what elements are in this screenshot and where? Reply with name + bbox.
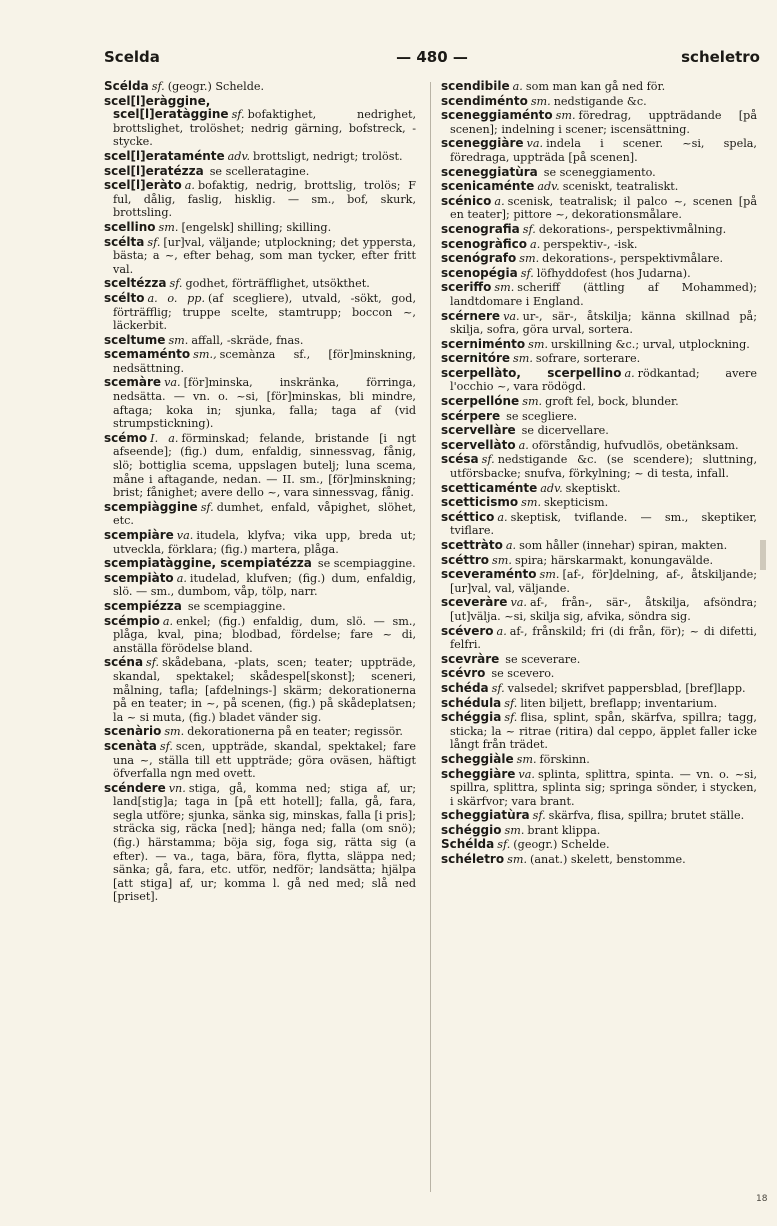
headword: scempiézza	[104, 598, 182, 613]
definition: förskinn.	[539, 752, 590, 766]
headword: scerpellóne	[441, 394, 520, 409]
grammar-tag: sf.	[147, 235, 161, 249]
headword: scernitóre	[441, 351, 511, 366]
grammar-tag: va.	[164, 376, 181, 390]
dictionary-entry	[104, 501, 416, 528]
headword: sceneggiatùra	[441, 164, 538, 179]
grammar-tag: a.	[184, 179, 195, 193]
definition: itudela, klyfva; vika upp, breda ut; utveckla, förklara; (fig.) martera, plåga.	[113, 529, 416, 556]
headword: scervellàto	[441, 437, 516, 452]
dictionary-entry	[104, 236, 416, 277]
headword: sceneggiaménto	[441, 108, 553, 123]
dictionary-entry	[441, 554, 757, 568]
dictionary-entry	[104, 740, 416, 781]
dictionary-entry	[441, 109, 757, 136]
dictionary-entry	[441, 753, 757, 767]
dictionary-entry	[441, 453, 757, 480]
headword: scheggiàle	[441, 751, 514, 766]
dictionary-entry	[441, 824, 757, 838]
headword: scélta	[104, 234, 145, 249]
right-column	[441, 80, 757, 1200]
definition: föredrag, uppträdande [på scenen]; indelning i scener; iscensättning.	[450, 109, 757, 136]
headword: scettràto	[441, 538, 503, 552]
header-right-guideword: scheletro	[681, 48, 760, 66]
dictionary-entry	[104, 376, 416, 430]
dictionary-entry	[104, 165, 416, 179]
definition: se scempiaggine.	[317, 557, 416, 571]
definition: enkel; (fig.) enfaldig, dum, slö. — sm., plåga, kval, pina; blodbad, fördelse; fare ~ di, anställa förödelse bland.	[113, 614, 416, 655]
grammar-tag: a.	[624, 366, 635, 380]
grammar-tag: sm.	[522, 395, 543, 409]
dictionary-entry	[441, 682, 757, 696]
definition: nedstigande &c. (se scendere); sluttning, utförsbacke; snufva, förkylning; ~ di testa, infall.	[450, 453, 757, 481]
grammar-tag: adv.	[540, 481, 563, 495]
definition: flisa, splint, spån, skärfva, spillra; tagg, sticka; la ~ ritrae (ritira) dal ceppo, äpplet faller icke långt från trädet.	[450, 711, 757, 752]
definition: dekorations-, perspektivmålare.	[542, 252, 724, 266]
headword: scenogràfico	[441, 236, 528, 251]
grammar-tag: va.	[526, 137, 544, 151]
dictionary-entry	[104, 600, 416, 614]
headword: scéndere	[104, 780, 166, 795]
dictionary-entry	[104, 572, 416, 599]
headword: sceriffo	[441, 280, 492, 295]
grammar-tag: sm.	[513, 352, 533, 366]
headword: scévero	[441, 623, 494, 638]
definition: se dicervellare.	[521, 424, 609, 438]
dictionary-entry	[441, 424, 757, 438]
footer-mark: 18	[756, 1194, 768, 1204]
grammar-tag: sm.	[507, 853, 527, 867]
definition: oförståndig, hufvudlös, obetänksam.	[531, 438, 739, 452]
dictionary-entry	[104, 348, 416, 375]
grammar-tag: sf.	[532, 809, 546, 823]
grammar-tag: sf.	[146, 656, 160, 670]
headword: scetticaménte	[441, 480, 538, 495]
definition: stiga, gå, komma ned; stiga af, ur; land[stig]a; taga in [på ett hotell]; falla, gå, fara, segla utföre; sjunka, sänka sig, minskas, falla [i pris]; sträcka sig, räcka [ned]; hänga ned; falla (om snö); (fig.) härstamma; böja sig, foga sig, rätta sig (a efter). — va., taga, bära, föra, flytta, släppa ned; sänka; gå, fara, etc. utför, nedför; landsätta; hjälpa [att stiga] af, ur; komma l. gå ned med; slå ned [priset].	[113, 781, 416, 904]
definition: skepticism.	[544, 496, 609, 510]
definition: som håller (innehar) spiran, makten.	[519, 539, 728, 552]
dictionary-entry	[104, 292, 416, 333]
headword: scenicaménte	[441, 179, 535, 194]
headword: scempiàto	[104, 570, 174, 585]
dictionary-entry	[441, 511, 757, 538]
grammar-tag: sf.	[522, 222, 536, 236]
dictionary-entry	[441, 711, 757, 752]
grammar-tag: sf.	[491, 681, 505, 695]
definition: perspektiv-, -isk.	[543, 237, 638, 251]
grammar-tag: sm.	[516, 752, 537, 766]
dictionary-entry	[441, 653, 757, 667]
grammar-tag: sf.	[481, 453, 495, 467]
grammar-tag: a.	[512, 80, 523, 93]
dictionary-entry	[104, 615, 416, 656]
dictionary-entry	[441, 238, 757, 252]
dictionary-entry	[104, 80, 416, 94]
headword: scendiménto	[441, 93, 528, 108]
dictionary-entry	[441, 496, 757, 510]
definition: valsedel; skrifvet pappersblad, [bref]lapp.	[507, 681, 746, 695]
grammar-tag: sf.	[231, 108, 245, 122]
grammar-tag: sm.	[164, 725, 185, 739]
grammar-tag: va.	[518, 767, 535, 781]
dictionary-entry	[441, 395, 757, 409]
dictionary-entry	[441, 768, 757, 809]
dictionary-entry	[441, 352, 757, 366]
definition: scheriff (ättling af Mohammed); landtdomare i England.	[450, 281, 757, 308]
dictionary-entry	[104, 529, 416, 556]
definition: sofrare, sorterare.	[535, 352, 641, 366]
headword: scéttico	[441, 509, 495, 524]
headword: schéletro	[441, 852, 505, 867]
headword: scérnere	[441, 308, 501, 323]
grammar-tag: sf.	[497, 838, 511, 852]
headword: scenopégia	[441, 265, 518, 280]
dictionary-entry	[441, 568, 757, 595]
definition: (af scegliere), utvald, -sökt, god, förträfflig; truppe scelte, stamtrupp; boccon ~, läckerbit.	[113, 291, 416, 333]
grammar-tag: I. a.	[150, 431, 179, 445]
dictionary-entry	[441, 697, 757, 711]
dictionary-entry	[441, 439, 757, 453]
headword: scerpellàto, scerpellino	[441, 365, 622, 380]
dictionary-entry	[104, 557, 416, 571]
page-edge-mark	[760, 540, 766, 570]
grammar-tag: sf.	[504, 711, 518, 725]
dictionary-entry	[441, 853, 757, 867]
dictionary-entry	[104, 277, 416, 291]
dictionary-entry	[441, 195, 757, 222]
headword: scemàre	[104, 375, 162, 390]
definition: nedstigande &c.	[553, 94, 647, 108]
headword: scetticismo	[441, 495, 519, 510]
headword: scerniménto	[441, 336, 526, 351]
headword: scel[l]eratézza	[104, 163, 204, 178]
definition: skådebana, -plats, scen; teater; uppträde, skandal, spektakel; skådespel[skonst]; sceneri, målning, tafla; [afdelnings-] skärm; dekorationerna på en teater; in ~, på scenen, (fig.) på skådeplatsen; la ~ si muta, (fig.) bladet vänder sig.	[113, 656, 416, 724]
definition: scemànza sf., [för]minskning, nedsättning.	[113, 348, 416, 375]
grammar-tag: adv.	[537, 180, 560, 194]
grammar-tag: sf.	[159, 739, 173, 753]
headword: scérpere	[441, 408, 501, 423]
headword: scel[l]eràto	[104, 178, 182, 193]
grammar-tag: sm.	[555, 109, 576, 123]
definition: som man kan gå ned för.	[525, 80, 666, 93]
headword: sceltume	[104, 332, 166, 347]
definition: [för]minska, inskränka, förringa, nedsätta. — vn. o. ~si, [för]minskas, bli mindre, aftaga; koka in; sjunka, falla; taga af (vid strumpstickning).	[113, 376, 416, 431]
headword: scendibile	[441, 80, 510, 93]
headword: scel[l]eràggine, scel[l]eratàggine	[104, 93, 229, 122]
definition: se scempiaggine.	[187, 599, 286, 613]
column-divider	[430, 82, 431, 1192]
definition: af-, från-, sär-, åtskilja, afsöndra; [ut]välja. ~si, skilja sig, afvika, söndra sig.	[450, 596, 757, 623]
header-page-number: — 480 —	[396, 48, 468, 66]
definition: se sceverare.	[505, 652, 581, 666]
grammar-tag: a.	[518, 438, 529, 452]
definition: rödkantad; avere l'occhio ~, vara rödögd.	[450, 366, 757, 394]
grammar-tag: a.	[497, 510, 508, 524]
dictionary-entry	[104, 782, 416, 904]
headword: Scélda	[104, 80, 149, 93]
dictionary-entry	[441, 180, 757, 194]
definition: indela i scener. ~si, spela, föredraga, uppträda [på scenen].	[450, 137, 757, 164]
definition: bofaktig, nedrig, brottslig, trolös; F ful, dålig, faslig, hisklig. — sm., bof, skurk, brottsling.	[113, 179, 416, 220]
definition: (geogr.) Schelde.	[513, 838, 610, 852]
definition: brottsligt, nedrigt; trolöst.	[253, 149, 403, 163]
grammar-tag: sf.	[200, 500, 214, 514]
dictionary-entry	[104, 656, 416, 724]
dictionary-entry	[441, 310, 757, 337]
headword: sceveràre	[441, 595, 508, 610]
dictionary-entry	[441, 267, 757, 281]
left-column	[104, 80, 416, 1200]
grammar-tag: sm.	[521, 496, 542, 510]
dictionary-entry	[104, 725, 416, 739]
headword: scempiàre	[104, 528, 174, 542]
grammar-tag: sf.	[169, 277, 183, 291]
grammar-tag: a.	[176, 571, 187, 585]
headword: scevràre	[441, 651, 500, 666]
definition: se scegliere.	[506, 409, 578, 423]
headword: scéttro	[441, 552, 490, 567]
definition: affall, -skräde, fnas.	[191, 333, 304, 347]
dictionary-entry	[104, 432, 416, 500]
definition: dumhet, enfald, våpighet, slöhet, etc.	[113, 500, 416, 528]
headword: scéna	[104, 655, 144, 670]
dictionary-entry	[441, 596, 757, 623]
headword: scélto	[104, 290, 145, 305]
grammar-tag: a.	[162, 614, 174, 628]
dictionary-entry	[441, 80, 757, 94]
grammar-tag: sm.	[168, 333, 189, 347]
grammar-tag: a.	[530, 237, 541, 251]
dictionary-entry	[441, 625, 757, 652]
dictionary-entry	[441, 166, 757, 180]
headword: scempiatàggine, scempiatézza	[104, 556, 312, 571]
grammar-tag: sf.	[151, 80, 165, 93]
dictionary-entry	[441, 95, 757, 109]
headword: scenografia	[441, 221, 520, 236]
headword: scheggiàre	[441, 766, 516, 781]
dictionary-entry	[104, 150, 416, 164]
headword: scenàrio	[104, 724, 162, 739]
definition: (anat.) skelett, benstomme.	[530, 853, 686, 867]
dictionary-entry	[441, 809, 757, 823]
headword: scenàta	[104, 738, 157, 753]
grammar-tag: sm.	[519, 252, 540, 266]
grammar-tag: adv.	[227, 149, 251, 163]
grammar-tag: sf.	[504, 696, 518, 710]
definition: sceniskt, teatraliskt.	[562, 180, 679, 194]
definition: skeptisk, tviflande. — sm., skeptiker, tviflare.	[450, 510, 757, 538]
grammar-tag: sm.,	[193, 348, 217, 362]
dictionary-entry	[441, 667, 757, 681]
headword: sceltézza	[104, 276, 167, 291]
grammar-tag: va.	[176, 529, 194, 542]
grammar-tag: sm.	[530, 94, 551, 108]
definition: löfhyddofest (hos Judarna).	[536, 266, 691, 280]
dictionary-entry	[104, 95, 416, 149]
definition: itudelad, klufven; (fig.) dum, enfaldig, slö. — sm., dumbom, våp, tölp, narr.	[113, 571, 416, 599]
grammar-tag: sf.	[520, 266, 534, 280]
definition: skeptiskt.	[565, 481, 621, 495]
definition: af-, frånskild; fri (di från, för); ~ di difetti, felfri.	[450, 624, 757, 652]
definition: [ur]val, väljande; utplockning; det yppersta, bästa; a ~, efter behag, som man tycker, efter fritt val.	[113, 235, 416, 276]
headword: scésa	[441, 452, 479, 467]
headword: schéda	[441, 680, 489, 695]
dictionary-entry	[104, 221, 416, 235]
dictionary-entry	[441, 281, 757, 308]
headword: scenógrafo	[441, 251, 517, 266]
definition: [af-, för]delning, af-, åtskiljande; [ur]val, val, väljande.	[450, 568, 757, 595]
headword: scervellàre	[441, 423, 516, 438]
dictionary-entry	[441, 367, 757, 394]
definition: scen, uppträde, skandal, spektakel; fare una ~, ställa till ett uppträde; göra oväsen, häftigt öfverfalla ngn med ovett.	[113, 739, 416, 781]
definition: se scelleratagine.	[209, 164, 310, 178]
headword: Schélda	[441, 837, 495, 852]
dictionary-entry	[441, 539, 757, 553]
definition: splinta, splittra, spinta. — vn. o. ~si, spillra, splittra, splinta sig; springa sönder, i stycken, i skärfvor; vara brant.	[450, 767, 757, 808]
definition: se scevero.	[491, 667, 555, 681]
header-left-guideword: Scelda	[104, 48, 160, 66]
dictionary-entry	[441, 482, 757, 496]
definition: spira; härskarmakt, konungavälde.	[514, 553, 714, 567]
definition: brant klippa.	[527, 823, 601, 837]
definition: se sceneggiamento.	[543, 165, 656, 179]
grammar-tag: a. o. pp.	[147, 291, 206, 305]
headword: scemaménto	[104, 347, 191, 362]
dictionary-entry	[441, 410, 757, 424]
grammar-tag: a.	[496, 624, 507, 638]
page-header	[104, 48, 760, 72]
headword: scellino	[104, 219, 156, 234]
headword: scémo	[104, 430, 148, 445]
grammar-tag: a.	[505, 539, 517, 552]
definition: dekorationerna på en teater; regissör.	[187, 725, 403, 739]
headword: sceneggiàre	[441, 136, 524, 151]
definition: (geogr.) Schelde.	[167, 80, 265, 93]
grammar-tag: sm.	[492, 553, 512, 567]
definition: ur-, sär-, åtskilja; känna skillnad på; skilja, sofra, göra urval, sortera.	[450, 309, 757, 337]
grammar-tag: sm.	[539, 568, 560, 582]
dictionary-entry	[441, 338, 757, 352]
dictionary-entry	[441, 252, 757, 266]
definition: bofaktighet, nedrighet, brottslighet, trolöshet; nedrig gärning, bofstreck, -stycke.	[113, 108, 416, 149]
grammar-tag: va.	[510, 596, 527, 610]
headword: scempiàggine	[104, 499, 198, 514]
grammar-tag: sm.	[528, 337, 549, 351]
dictionary-entry	[441, 838, 757, 852]
dictionary-entry	[104, 179, 416, 220]
grammar-tag: a.	[494, 194, 505, 208]
headword: scémpio	[104, 613, 160, 628]
headword: scheggiatùra	[441, 808, 530, 823]
headword: scel[l]erataménte	[104, 148, 225, 163]
headword: schéggia	[441, 710, 502, 725]
definition: förminskad; felande, bristande [i ngt afseende]; (fig.) dum, enfaldig, sinnessvag, fånig, slö; bottiglia scema, uppslagen butelj; luna scema, måne i aftagande, nedan. — II. sm., [för]minskning; brist; fånighet; avere dello ~, vara sinnessvag, fånig.	[113, 431, 416, 500]
grammar-tag: sm.	[504, 823, 525, 837]
grammar-tag: sm.	[494, 281, 515, 295]
definition: dekorations-, perspektivmålning.	[538, 222, 727, 236]
headword: schédula	[441, 695, 502, 710]
dictionary-entry	[104, 334, 416, 348]
grammar-tag: vn.	[168, 781, 186, 795]
definition: urskillning &c.; urval, utplockning.	[551, 337, 750, 351]
definition: [engelsk] shilling; skilling.	[181, 220, 332, 234]
grammar-tag: va.	[503, 309, 520, 323]
definition: godhet, förträfflighet, utsökthet.	[185, 277, 370, 291]
headword: schéggio	[441, 822, 502, 837]
definition: skärfva, flisa, spillra; brutet ställe.	[548, 809, 745, 823]
dictionary-entry	[441, 223, 757, 237]
headword: sceveraménto	[441, 567, 537, 582]
dictionary-entry	[441, 137, 757, 164]
definition: liten biljett, breflapp; inventarium.	[520, 696, 718, 710]
definition: scenisk, teatralisk; il palco ~, scenen [på en teater]; pittore ~, dekorationsmålare.	[450, 194, 757, 222]
headword: scévro	[441, 666, 486, 681]
definition: groft fel, bock, blunder.	[545, 395, 679, 409]
headword: scénico	[441, 193, 492, 208]
grammar-tag: sm.	[158, 220, 179, 234]
